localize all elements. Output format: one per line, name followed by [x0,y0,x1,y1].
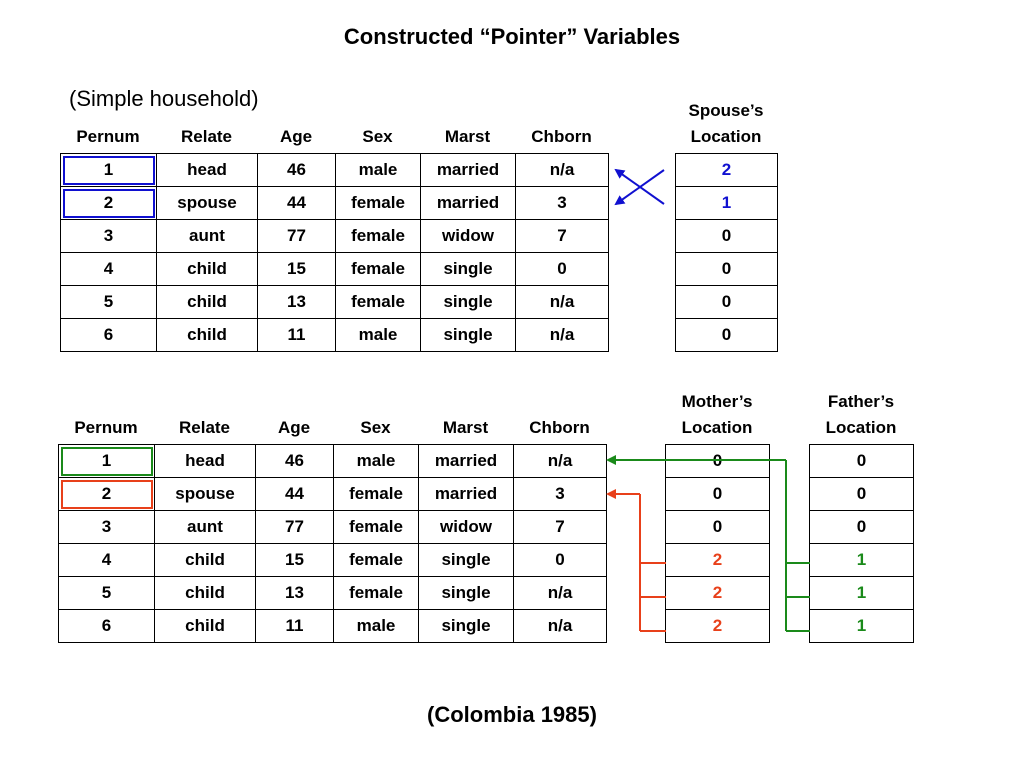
chborn-cell: n/a [516,286,609,319]
pernum-cell: 6 [59,610,155,643]
father-location-cell: 1 [810,610,914,643]
column-header-relate: Relate [178,418,231,437]
pernum-cell: 5 [61,286,157,319]
age-cell: 11 [258,319,336,352]
relate-cell: child [157,319,258,352]
page-title: Constructed “Pointer” Variables [343,24,681,49]
chborn-cell: n/a [516,154,609,187]
sex-cell: female [334,511,419,544]
father-location-cell: 0 [810,511,914,544]
pernum-cell-highlighted: 2 [61,187,157,220]
mother-location-header: Mother’s Location [681,392,753,437]
spouse-location-header: Spouse’s Location [688,101,764,146]
marst-cell: widow [421,220,516,253]
age-cell: 77 [258,220,336,253]
pernum-cell: 6 [61,319,157,352]
mother-location-cell: 0 [666,445,770,478]
pernum-cell: 5 [59,577,155,610]
chborn-cell: 7 [514,511,607,544]
marst-cell: married [421,154,516,187]
sex-cell: male [334,445,419,478]
age-cell: 46 [258,154,336,187]
sex-cell: male [336,319,421,352]
chborn-cell: 7 [516,220,609,253]
spouse-location-cell: 0 [676,220,778,253]
subtitle: (Simple household) [69,86,259,111]
chborn-cell: n/a [514,577,607,610]
relate-cell: child [155,577,256,610]
source-caption: (Colombia 1985) [427,702,597,727]
relate-cell: child [157,286,258,319]
relate-cell: head [155,445,256,478]
marst-cell: single [419,544,514,577]
sex-cell: male [334,610,419,643]
pernum-cell: 3 [61,220,157,253]
marst-cell: single [419,610,514,643]
relate-cell: child [157,253,258,286]
marst-cell: single [419,577,514,610]
relate-cell: spouse [155,478,256,511]
column-header-pernum: Pernum [74,418,138,437]
pernum-cell-highlighted: 1 [61,154,157,187]
mother-location-cell: 2 [666,610,770,643]
chborn-cell: 0 [514,544,607,577]
spouse-location-cell: 2 [676,154,778,187]
relate-cell: head [157,154,258,187]
chborn-cell: 3 [516,187,609,220]
spouse-location-cell: 0 [676,286,778,319]
age-cell: 77 [256,511,334,544]
mother-location-cell: 2 [666,544,770,577]
relate-cell: child [155,544,256,577]
marst-cell: married [419,445,514,478]
age-cell: 44 [258,187,336,220]
chborn-cell: 0 [516,253,609,286]
relate-cell: aunt [155,511,256,544]
father-location-cell: 1 [810,544,914,577]
father-location-cell: 0 [810,478,914,511]
mother-location-cell: 2 [666,577,770,610]
column-header-age: Age [277,418,311,437]
mother-location-cell: 0 [666,478,770,511]
age-cell: 44 [256,478,334,511]
pernum-cell: 4 [59,544,155,577]
spouse-location-cell: 1 [676,187,778,220]
age-cell: 15 [256,544,334,577]
column-header-marst: Marst [442,418,489,437]
sex-cell: female [336,187,421,220]
relate-cell: aunt [157,220,258,253]
pernum-cell-highlighted: 1 [59,445,155,478]
column-header-chborn: Chborn [531,127,592,146]
pernum-cell: 4 [61,253,157,286]
pernum-cell-highlighted: 2 [59,478,155,511]
column-header-age: Age [279,127,313,146]
chborn-cell: n/a [514,610,607,643]
pernum-cell: 3 [59,511,155,544]
mother-location-cell: 0 [666,511,770,544]
marst-cell: married [419,478,514,511]
column-header-sex: Sex [360,418,391,437]
relate-cell: spouse [157,187,258,220]
relate-cell: child [155,610,256,643]
column-header-sex: Sex [362,127,393,146]
age-cell: 13 [258,286,336,319]
sex-cell: female [336,253,421,286]
column-header-pernum: Pernum [76,127,140,146]
sex-cell: female [336,286,421,319]
marst-cell: single [421,319,516,352]
father-pointer-connector [608,460,810,631]
age-cell: 11 [256,610,334,643]
age-cell: 13 [256,577,334,610]
marst-cell: widow [419,511,514,544]
marst-cell: single [421,286,516,319]
column-header-relate: Relate [180,127,233,146]
father-location-header: Father’s Location [825,392,897,437]
age-cell: 46 [256,445,334,478]
sex-cell: female [334,577,419,610]
age-cell: 15 [258,253,336,286]
spouse-location-cell: 0 [676,319,778,352]
marst-cell: married [421,187,516,220]
sex-cell: female [334,478,419,511]
father-location-cell: 0 [810,445,914,478]
mother-pointer-connector [608,494,666,631]
marst-cell: single [421,253,516,286]
column-header-marst: Marst [444,127,491,146]
spouse-location-cell: 0 [676,253,778,286]
sex-cell: female [336,220,421,253]
chborn-cell: n/a [514,445,607,478]
sex-cell: male [336,154,421,187]
sex-cell: female [334,544,419,577]
column-header-chborn: Chborn [529,418,590,437]
chborn-cell: 3 [514,478,607,511]
father-location-cell: 1 [810,577,914,610]
chborn-cell: n/a [516,319,609,352]
